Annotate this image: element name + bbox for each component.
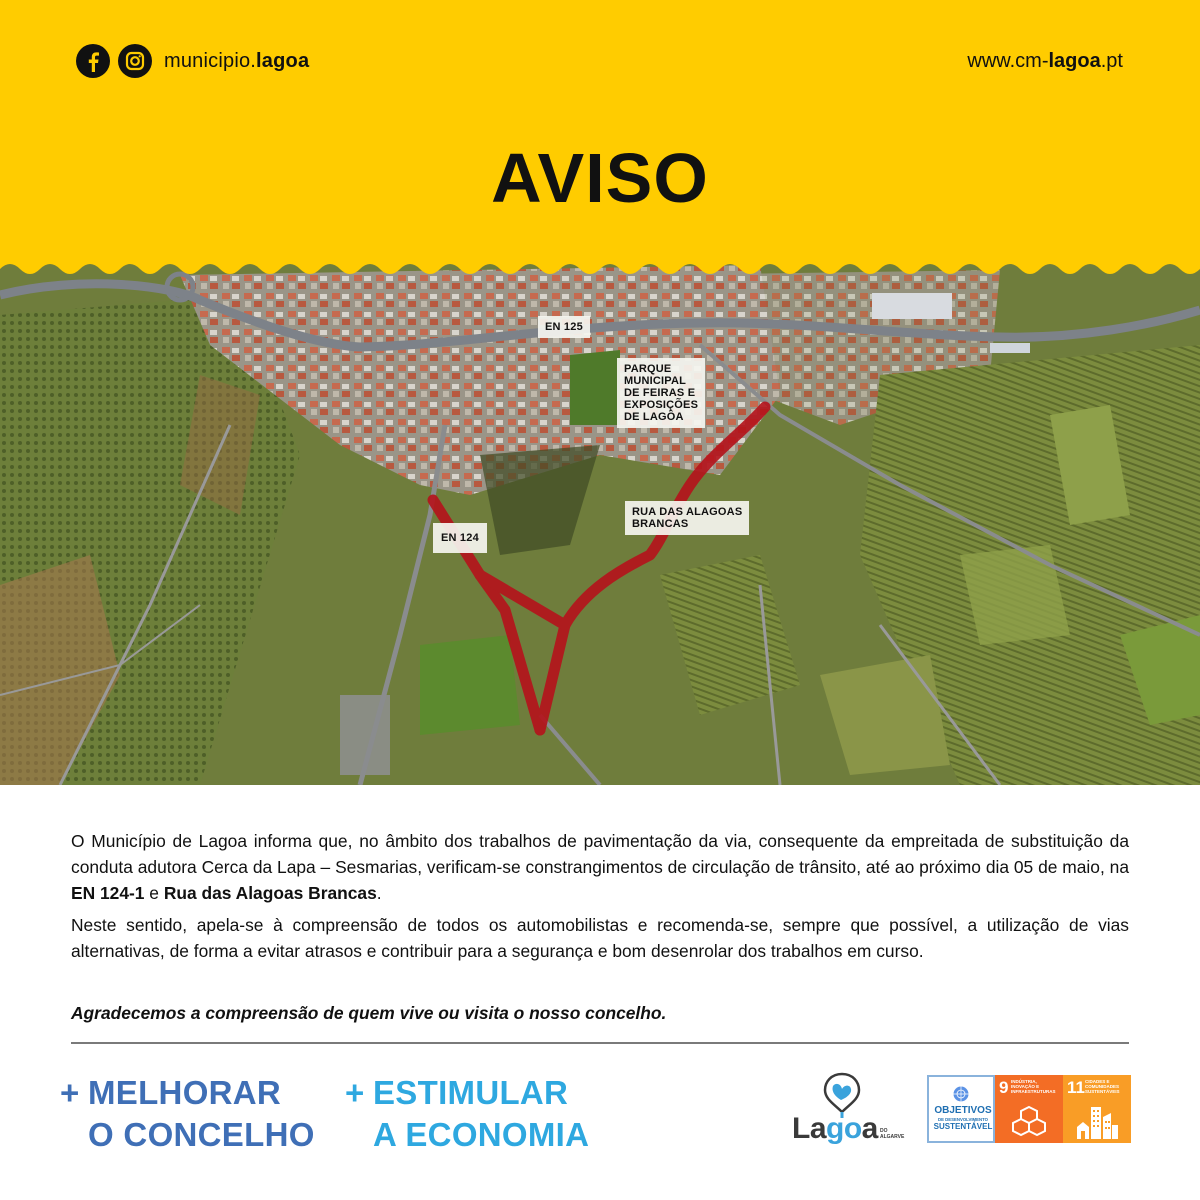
label-line: MUNICIPAL [624, 375, 687, 387]
text: . [376, 883, 382, 903]
sdg-goal-9 [995, 1075, 1063, 1143]
goal-number: 9 [999, 1078, 1009, 1097]
goal-text: INDÚSTRIA, INOVAÇÃO E INFRAESTRUTURAS [1011, 1079, 1056, 1094]
un-globe-icon [952, 1085, 970, 1103]
sdg-goal-11 [1063, 1075, 1131, 1143]
label-en124: EN 124 [433, 523, 487, 553]
slogan-line: ESTIMULAR [373, 1074, 569, 1111]
label-en125: EN 125 [538, 316, 590, 338]
goal-text: CIDADES E COMUNIDADES SUSTENTÁVEIS [1085, 1079, 1120, 1094]
label-line: PARQUE [624, 363, 672, 375]
instagram-icon[interactable] [118, 44, 152, 78]
label-line: EXPOSIÇÕES [624, 399, 699, 411]
sdg-subtitle: SUSTENTÁVEL [933, 1122, 993, 1131]
text: e [144, 883, 164, 903]
social-links [76, 44, 309, 78]
subtitle-line: ALGARVE [880, 1134, 905, 1140]
thanks-message: Agradecemos a compreensão de quem vive ou visita o nosso concelho. [71, 1003, 667, 1023]
road-rua-alagoas-brancas: Rua das Alagoas Brancas [163, 883, 377, 903]
facebook-icon[interactable] [76, 44, 110, 78]
map-background [0, 255, 1200, 785]
lagoa-wordmark [792, 1112, 878, 1146]
header-banner [0, 0, 1200, 275]
sdg-main-badge [927, 1075, 995, 1143]
website-prefix: www.cm- [967, 50, 1049, 72]
slogan-line: A ECONOMIA [373, 1116, 590, 1153]
wordmark-part: a [861, 1112, 878, 1145]
sdg-title: OBJETIVOS [934, 1105, 992, 1116]
slogan-line: MELHORAR [88, 1074, 282, 1111]
social-handle[interactable] [164, 50, 309, 73]
road-en124-1: EN 124-1 [71, 883, 145, 903]
aerial-map [0, 255, 1200, 785]
subtitle-line: DO [880, 1128, 888, 1134]
label-parque-municipal [617, 358, 705, 428]
wordmark-part: go [826, 1112, 862, 1145]
label-line: BRANCAS [632, 518, 689, 530]
slogan-melhorar-concelho [60, 1072, 315, 1156]
cubes-icon [1011, 1105, 1047, 1137]
city-buildings-icon [1075, 1103, 1119, 1139]
slogan-line: O CONCELHO [88, 1116, 315, 1153]
lagoa-logo [792, 1072, 904, 1150]
website-bold: lagoa [1048, 50, 1101, 72]
plus-icon: + [345, 1074, 365, 1111]
notice-paragraph-1 [71, 828, 1129, 906]
page-title: AVISO [491, 139, 709, 217]
website-link[interactable] [967, 50, 1123, 73]
label-line: RUA DAS ALAGOAS [632, 506, 743, 518]
notice-paragraph-2: Neste sentido, apela-se à compreensão de todos os automobilistas e recomenda-se, sempre que possível, a utilização de vias alternativas, de forma a evitar atrasos e contribuir para a segurança e bom desenrolar dos trabalhos em curso. [71, 915, 1129, 961]
sdg-subtitle: DE DESENVOLVIMENTO [938, 1117, 988, 1122]
slogan-estimular-economia [345, 1072, 589, 1156]
website-suffix: .pt [1100, 50, 1123, 72]
handle-prefix: municipio. [164, 49, 257, 72]
lagoa-subtitle [880, 1128, 904, 1140]
notice-body [71, 828, 1129, 964]
plus-icon: + [60, 1074, 80, 1111]
goal-number: 11 [1067, 1078, 1085, 1097]
label-line: DE FEIRAS E [624, 387, 696, 399]
wavy-divider [0, 255, 1200, 285]
label-rua-alagoas-brancas [625, 501, 749, 535]
label-line: DE LAGÔA [624, 411, 684, 423]
divider [71, 1042, 1129, 1044]
handle-bold: lagoa [256, 49, 310, 72]
wordmark-part: La [792, 1112, 827, 1145]
sdg-badges [927, 1075, 1131, 1143]
text: O Município de Lagoa informa que, no âmbito dos trabalhos de pavimentação da via, consequente da empreitada de substituição da conduta adutora Cerca da Lapa – Sesmarias, verificam-se constrangimentos de circulação de trânsito, até ao próximo dia 05 de maio, na [71, 831, 1129, 877]
